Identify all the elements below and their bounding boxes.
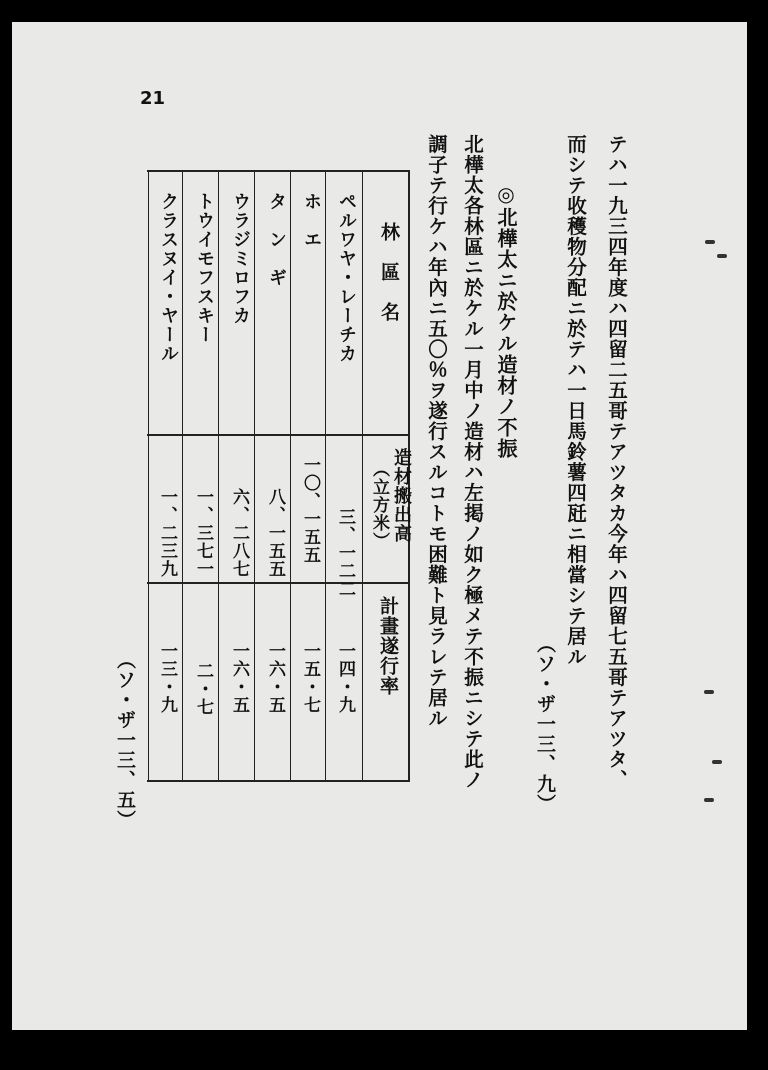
paragraph1-line-2: 而シテ收穫物分配ニ於テハ一日馬鈴薯四瓩ニ相當シテ居ル: [564, 134, 587, 667]
row-3-name: タ ン ギ: [266, 192, 287, 287]
row-6-output: 一、二三九: [157, 488, 177, 578]
paragraph1-line-1: テハ一九三四年度ハ四留二五哥テアツタカ今年ハ四留七五哥テアツタ、: [605, 134, 628, 790]
row-2-rate: 一五・七: [300, 642, 320, 714]
row-2-name: ホ エ: [301, 192, 322, 249]
scan-mark: [712, 760, 722, 764]
row-4-output: 六、二八七: [229, 488, 249, 578]
row-4-name: ウラジミロフカ: [230, 192, 251, 325]
section-line-1: 北樺太各林區ニ於ケル一月中ノ造材ハ左掲ノ如ク極メテ不振ニシテ此ノ: [461, 134, 484, 790]
scan-mark: [717, 254, 727, 258]
row-6-rate: 一三・九: [157, 642, 177, 714]
row-2-output: 一〇、一五五: [300, 456, 320, 564]
table-left-border: [148, 170, 149, 782]
scan-mark: [704, 798, 714, 802]
row-5-name: トウイモフスキー: [194, 192, 215, 344]
header-output-unit: （立方米）: [369, 460, 389, 550]
row-3-output: 八、一五五: [265, 488, 285, 578]
table-bottom-border: [147, 780, 409, 782]
table-top-border: [147, 170, 409, 172]
page-number: 21: [140, 88, 166, 109]
section-heading: ◎北樺太ニ於ケル造材ノ不振: [494, 182, 518, 459]
section-line-2: 調子テ行ケハ年內ニ五〇％ヲ遂行スルコトモ困難ト見ラレテ居ル: [425, 134, 448, 729]
row-1-output: 三、一二二: [335, 508, 355, 598]
row-5-output: 一、三七一: [193, 488, 213, 578]
scan-mark: [705, 240, 715, 244]
document-page: [12, 22, 747, 1030]
row-divider-2: [290, 170, 291, 782]
paragraph1-source: （ソ・ザ一三、九）: [534, 634, 556, 814]
row-1-rate: 一四・九: [335, 642, 355, 714]
row-divider-1: [325, 170, 326, 782]
row-divider-4: [218, 170, 219, 782]
forest-output-table: [12, 22, 747, 1030]
row-6-name: クラスヌイ・ヤール: [158, 192, 179, 363]
scan-mark: [704, 690, 714, 694]
header-output: 造材搬出高: [391, 448, 412, 543]
row-5-rate: 二・七: [193, 662, 213, 716]
row-4-rate: 一六・五: [229, 642, 249, 714]
row-1-name: ペルワヤ・レーチカ: [336, 192, 357, 363]
table-divider-2: [147, 582, 409, 584]
row-divider-3: [254, 170, 255, 782]
row-3-rate: 一六・五: [265, 642, 285, 714]
header-forest-name: 林 區 名: [378, 222, 400, 322]
row-divider-5: [182, 170, 183, 782]
header-column-divider: [362, 170, 363, 782]
header-rate: 計畫遂行率: [377, 596, 399, 696]
source-note: （ソ・ザ一三、五）: [114, 650, 136, 830]
table-divider-1: [147, 434, 409, 436]
